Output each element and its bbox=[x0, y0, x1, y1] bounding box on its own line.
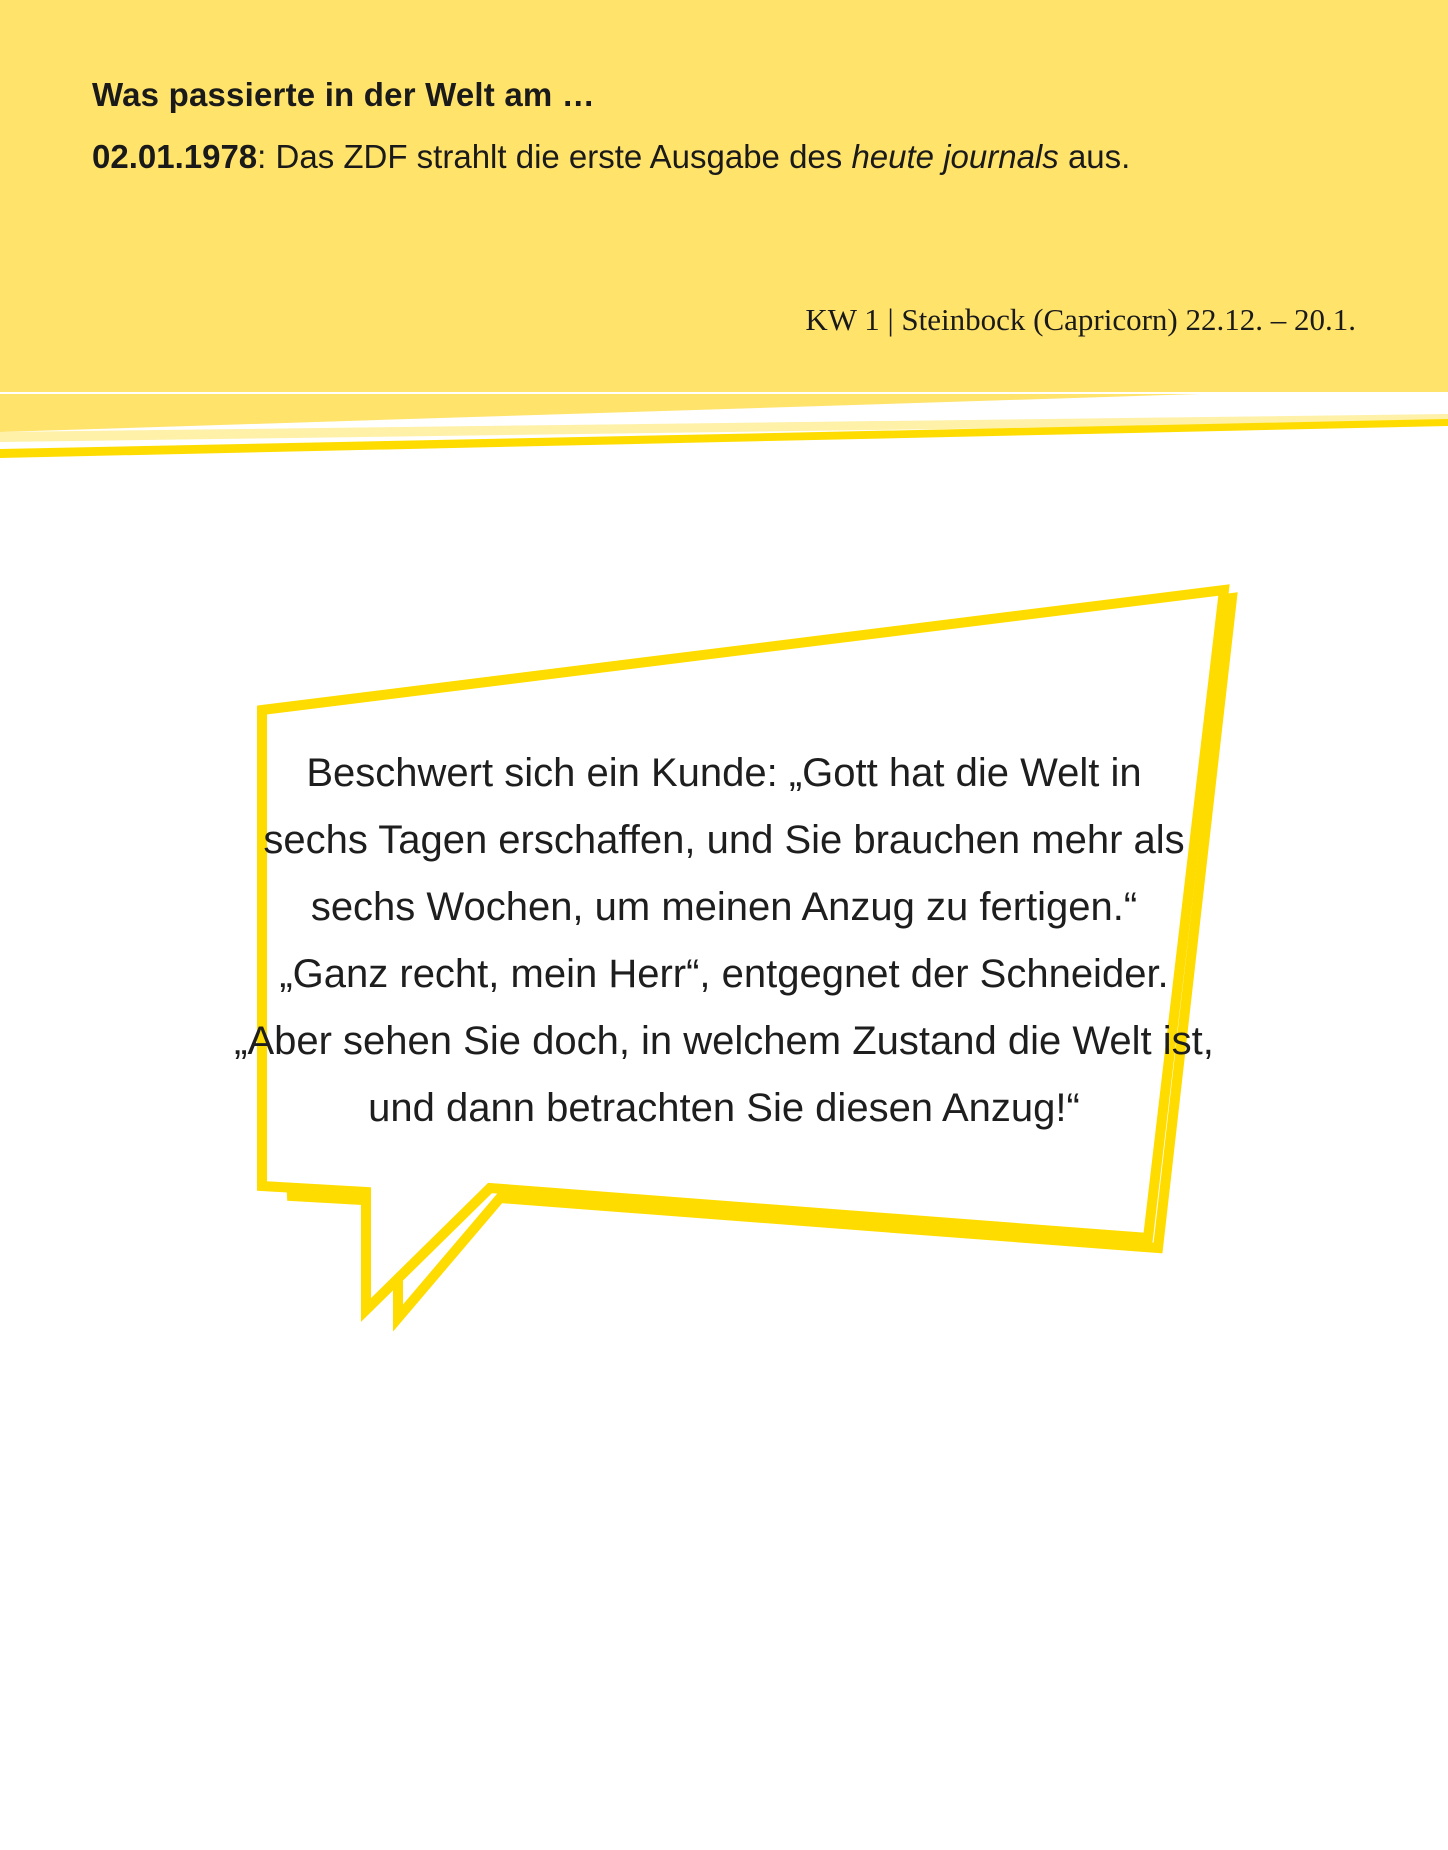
joke-line: „Ganz recht, mein Herr“, entgegnet der Schneider. bbox=[279, 952, 1169, 996]
event-text-before: : Das ZDF strahlt die erste Ausgabe des bbox=[257, 138, 852, 175]
joke-line: sechs Tagen erschaffen, und Sie brauchen mehr als bbox=[263, 818, 1185, 862]
joke-text bbox=[150, 740, 1298, 1142]
joke-line: Beschwert sich ein Kunde: „Gott hat die Welt in bbox=[306, 751, 1142, 795]
joke-line: „Aber sehen Sie doch, in welchem Zustand die Welt ist, bbox=[234, 1019, 1214, 1063]
header-title: Was passierte in der Welt am … bbox=[92, 76, 595, 113]
event-show-name: heute journals bbox=[851, 138, 1059, 175]
event-text-after: aus. bbox=[1058, 138, 1131, 175]
event-date: 02.01.1978 bbox=[92, 138, 258, 175]
joke-line: und dann betrachten Sie diesen Anzug!“ bbox=[368, 1086, 1080, 1130]
week-info: KW 1 | Steinbock (Capricorn) 22.12. – 20.1. bbox=[805, 302, 1356, 337]
joke-line: sechs Wochen, um meinen Anzug zu fertigen.“ bbox=[310, 885, 1138, 929]
